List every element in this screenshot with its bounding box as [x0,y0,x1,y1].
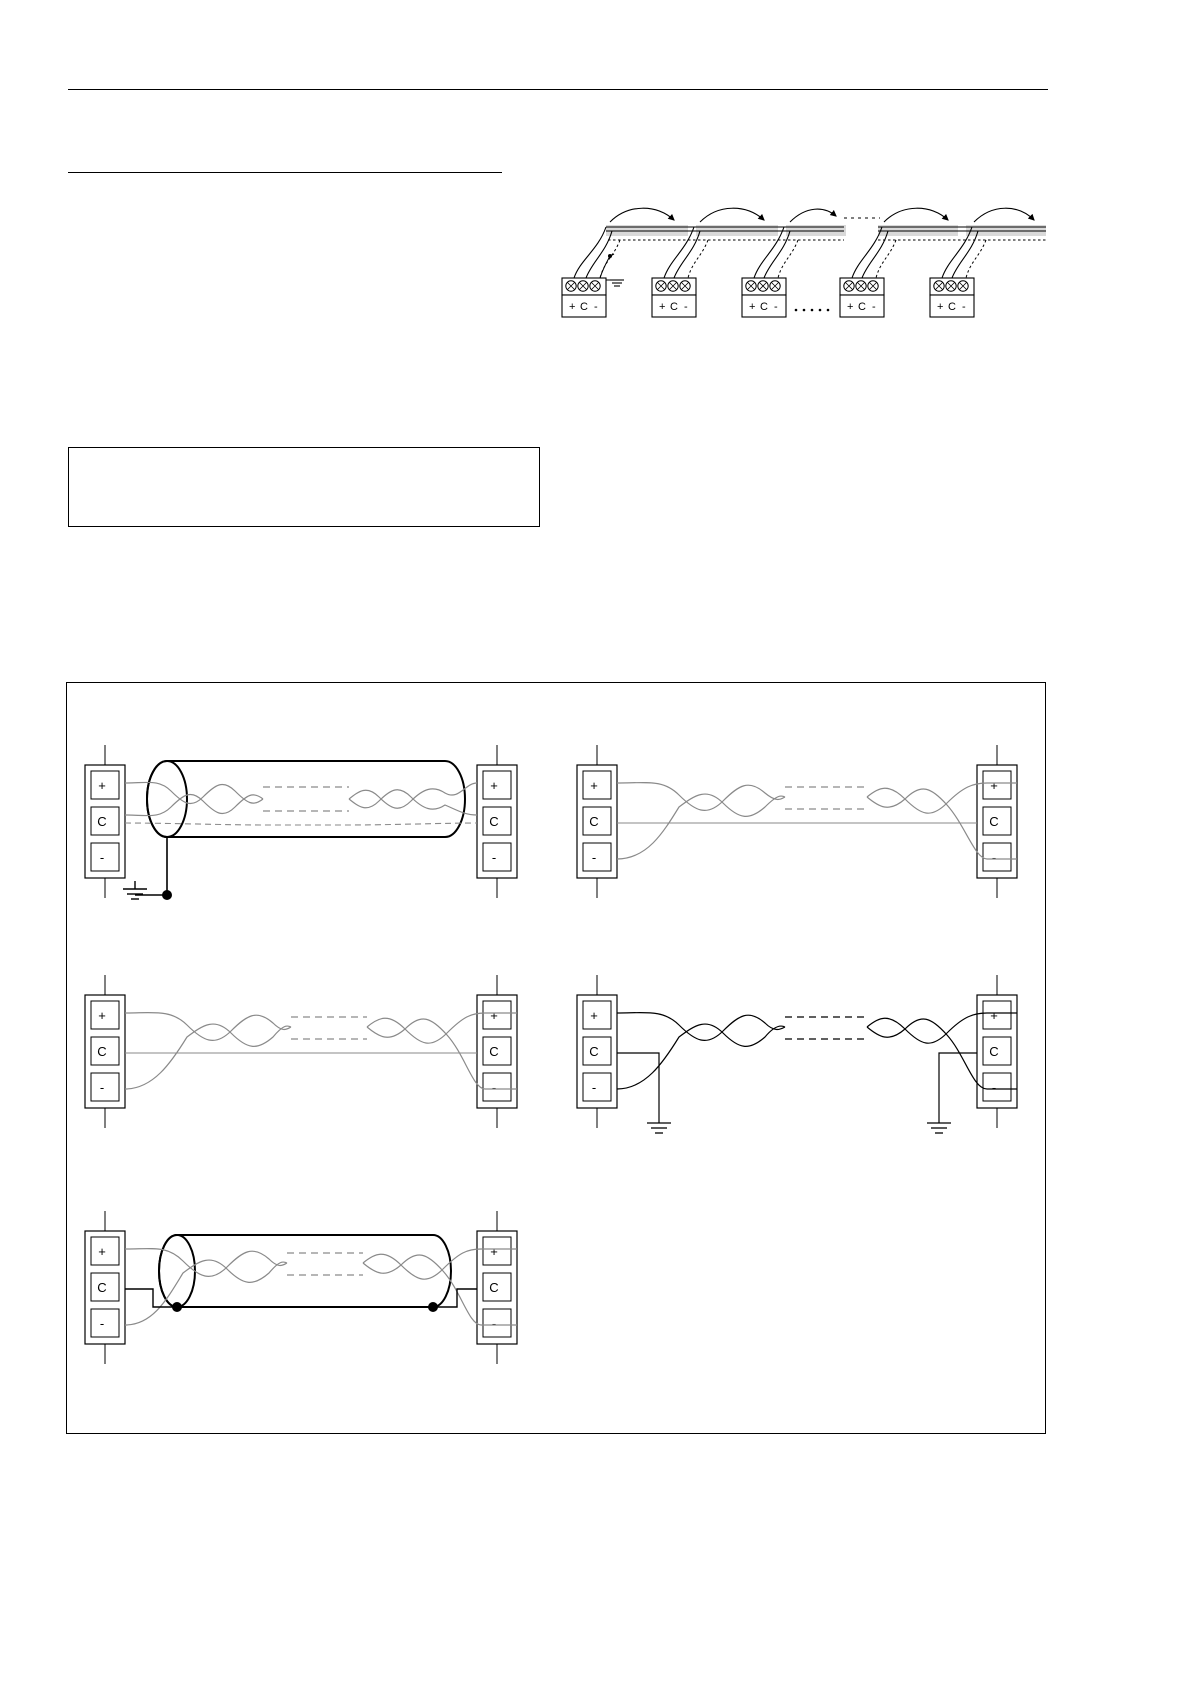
svg-text:-: - [684,301,688,313]
twisted-pair [125,1013,517,1089]
left-terminal-block [577,975,617,1128]
right-terminal-block [477,1211,517,1364]
shield-ground-dot-left [172,1302,182,1312]
svg-text:+: + [98,1008,106,1023]
svg-text:+: + [847,301,854,313]
daisy-chain-diagram [548,200,1058,345]
shield-ground-dot-right [428,1302,438,1312]
left-ground [617,1053,671,1133]
twisted-pair [617,783,1017,859]
svg-text:C: C [858,301,866,313]
panel-shielded-single-ground [85,745,517,900]
twisted-pair [617,1013,1017,1089]
svg-text:C: C [489,814,499,829]
panel-twisted-plain [85,975,517,1128]
svg-text:-: - [991,850,997,865]
svg-text:C: C [97,814,107,829]
earth-ground-icon [647,1123,671,1133]
right-ground [927,1053,977,1133]
svg-text:C: C [489,1044,499,1059]
svg-text:+: + [937,301,944,313]
svg-text:+: + [990,778,998,793]
svg-text:+: + [749,301,756,313]
svg-text:C: C [97,1044,107,1059]
svg-text:+: + [590,1008,598,1023]
shield-ground [123,837,172,900]
svg-text:-: - [962,301,966,313]
svg-text:-: - [774,301,778,313]
svg-text:C: C [589,814,599,829]
ground-symbol-icon [610,280,624,286]
svg-text:+: + [490,1244,498,1259]
cable-break-dashed [785,787,867,809]
right-terminal-block [477,745,517,898]
svg-text:C: C [670,301,678,313]
svg-text:-: - [491,1080,497,1095]
right-terminal-block [977,745,1017,898]
panel-twisted-both-grounds [577,975,1017,1133]
svg-text:+: + [490,778,498,793]
earth-ground-icon [927,1123,951,1133]
svg-text:C: C [948,301,956,313]
svg-text:-: - [591,850,597,865]
svg-text:+: + [490,1008,498,1023]
panel-twisted-no-shield [577,745,1017,898]
wiring-figure-frame [66,682,1046,1434]
svg-text:-: - [594,301,598,313]
svg-text:-: - [99,1080,105,1095]
continuation-dots [795,309,830,312]
terminal-blocks [562,278,974,317]
continuation-dots-label [788,304,796,305]
svg-text:-: - [99,1316,105,1331]
svg-text:+: + [990,1008,998,1023]
left-terminal-block [85,745,125,898]
cable-break-dashed [785,1017,867,1039]
svg-text:C: C [580,301,588,313]
svg-text:-: - [991,1080,997,1095]
panel-shielded-both-ends [85,1211,517,1364]
svg-text:-: - [99,850,105,865]
svg-text:-: - [491,850,497,865]
right-terminal-block [477,975,517,1128]
svg-text:-: - [591,1080,597,1095]
svg-text:C: C [989,1044,999,1059]
header-divider [68,89,1048,90]
earth-ground-icon [123,881,147,899]
svg-text:+: + [569,301,576,313]
svg-text:+: + [98,1244,106,1259]
left-terminal-block [85,1211,125,1364]
svg-text:C: C [989,814,999,829]
cable-break-dashed [291,1017,367,1039]
left-terminal-block [577,745,617,898]
svg-text:-: - [872,301,876,313]
wiring-figure-svg [67,683,1045,1433]
svg-text:C: C [97,1280,107,1295]
svg-text:C: C [489,1280,499,1295]
left-terminal-block [85,975,125,1128]
cable-shield [147,761,465,837]
shield-ground-dot [608,254,612,258]
svg-text:C: C [589,1044,599,1059]
svg-text:-: - [491,1316,497,1331]
svg-text:C: C [760,301,768,313]
right-terminal-block [977,975,1017,1128]
daisy-chain-svg [548,200,1058,350]
section-divider [68,172,502,173]
note-box [68,447,540,527]
svg-text:+: + [590,778,598,793]
svg-text:+: + [659,301,666,313]
svg-text:+: + [98,778,106,793]
